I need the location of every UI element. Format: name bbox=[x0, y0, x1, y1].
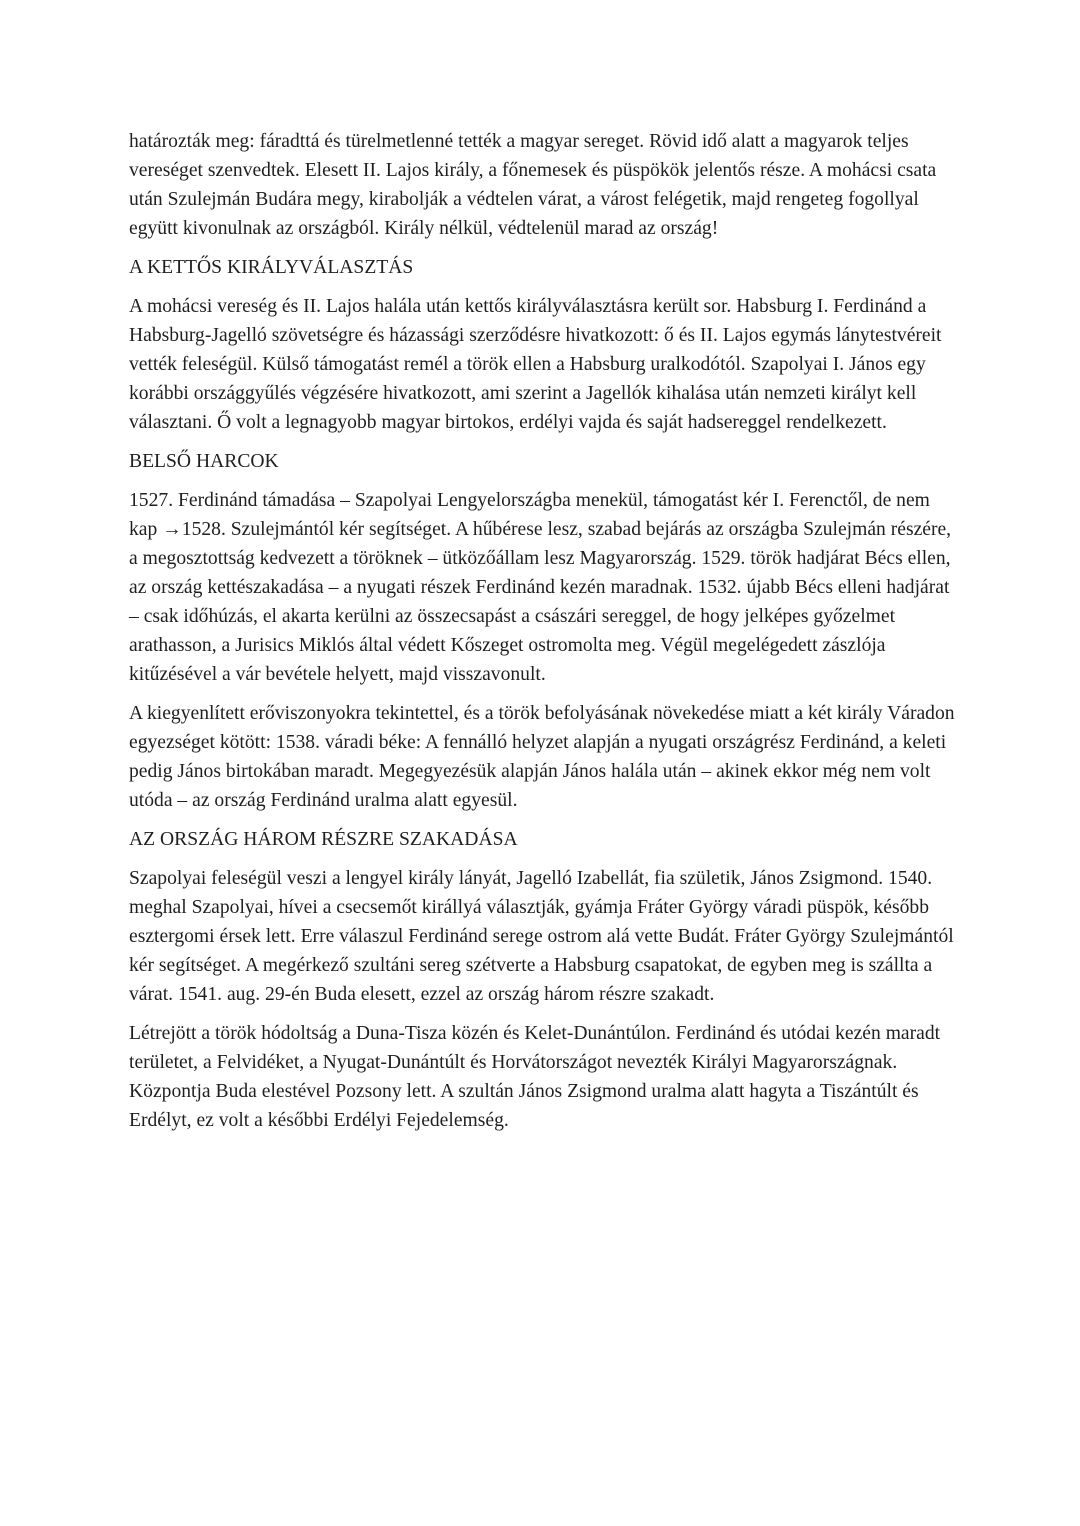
paragraph-mohacs-aftermath: határozták meg: fáradttá és türelmetlenné tették a magyar sereget. Rövid idő alatt a magyarok teljes vereséget szenvedtek. Elesett II. Lajos király, a főnemesek és püspökök jelentős része. A mohácsi csata után Szulejmán Budára megy, kirabolják a védtelen várat, a várost felégetik, majd rengeteg fogollyal együtt kivonulnak az országból. Király nélkül, védtelenül marad az ország! bbox=[129, 131, 937, 239]
heading-three-parts: AZ ORSZÁG HÁROM RÉSZRE SZAKADÁSA bbox=[129, 829, 518, 850]
document-page bbox=[129, 127, 959, 1145]
heading-internal-wars: BELSŐ HARCOK bbox=[129, 451, 279, 472]
heading-double-election: A KETTŐS KIRÁLYVÁLASZTÁS bbox=[129, 257, 414, 278]
paragraph-internal-wars: 1527. Ferdinánd támadása – Szapolyai Lengyelországba menekül, támogatást kér I. Ferenctől, de nem kap →1528. Szulejmántól kér segítséget. A hűbérese lesz, szabad bejárás az országba Szulejmán részére, a megosztottság kedvezett a töröknek – ütközőállam lesz Magyarország. 1529. török hadjárat Bécs ellen, az ország kettészakadása – a nyugati részek Ferdinánd kezén maradnak. 1532. újabb Bécs elleni hadjárat – csak időhúzás, el akarta kerülni az összecsapást a császári sereggel, de hogy jelképes győzelmet arathasson, a Jurisics Miklós által védett Kőszeget ostromolta meg. Végül megelégedett zászlója kitűzésével a vár bevétele helyett, majd visszavonult. bbox=[129, 490, 952, 685]
paragraph-double-election: A mohácsi vereség és II. Lajos halála után kettős királyválasztásra került sor. Habsburg I. Ferdinánd a Habsburg-Jagelló szövetségre és házassági szerződésre hivatkozott: ő és II. Lajos egymás lánytestvéreit vették feleségül. Külső támogatást remél a török ellen a Habsburg uralkodótól. Szapolyai I. János egy korábbi országgyűlés végzésére hivatkozott, ami szerint a Jagellók kihalása után nemzeti királyt kell választani. Ő volt a legnagyobb magyar birtokos, erdélyi vajda és saját hadsereggel rendelkezett. bbox=[129, 296, 942, 433]
paragraph-buda-falls: Szapolyai feleségül veszi a lengyel király lányát, Jagelló Izabellát, fia születik, János Zsigmond. 1540. meghal Szapolyai, hívei a csecsemőt királlyá választják, gyámja Fráter György váradi püspök, később esztergomi érsek lett. Erre válaszul Ferdinánd serege ostrom alá vette Budát. Fráter György Szulejmántól kér segítséget. A megérkező szultáni sereg szétverte a Habsburg csapatokat, de egyben meg is szállta a várat. 1541. aug. 29-én Buda elesett, ezzel az ország három részre szakadt. bbox=[129, 868, 954, 1005]
paragraph-varad-peace: A kiegyenlített erőviszonyokra tekintettel, és a török befolyásának növekedése miatt a két király Váradon egyezséget kötött: 1538. váradi béke: A fennálló helyzet alapján a nyugati országrész Ferdinánd, a keleti pedig János birtokában maradt. Megegyezésük alapján János halála után – akinek ekkor még nem volt utóda – az ország Ferdinánd uralma alatt egyesül. bbox=[129, 703, 955, 811]
paragraph-three-parts-result: Létrejött a török hódoltság a Duna-Tisza közén és Kelet-Dunántúlon. Ferdinánd és utódai kezén maradt területet, a Felvidéket, a Nyugat-Dunántúlt és Horvátországot nevezték Királyi Magyarországnak. Központja Buda elestével Pozsony lett. A szultán János Zsigmond uralma alatt hagyta a Tiszántúlt és Erdélyt, ez volt a későbbi Erdélyi Fejedelemség. bbox=[129, 1023, 941, 1131]
